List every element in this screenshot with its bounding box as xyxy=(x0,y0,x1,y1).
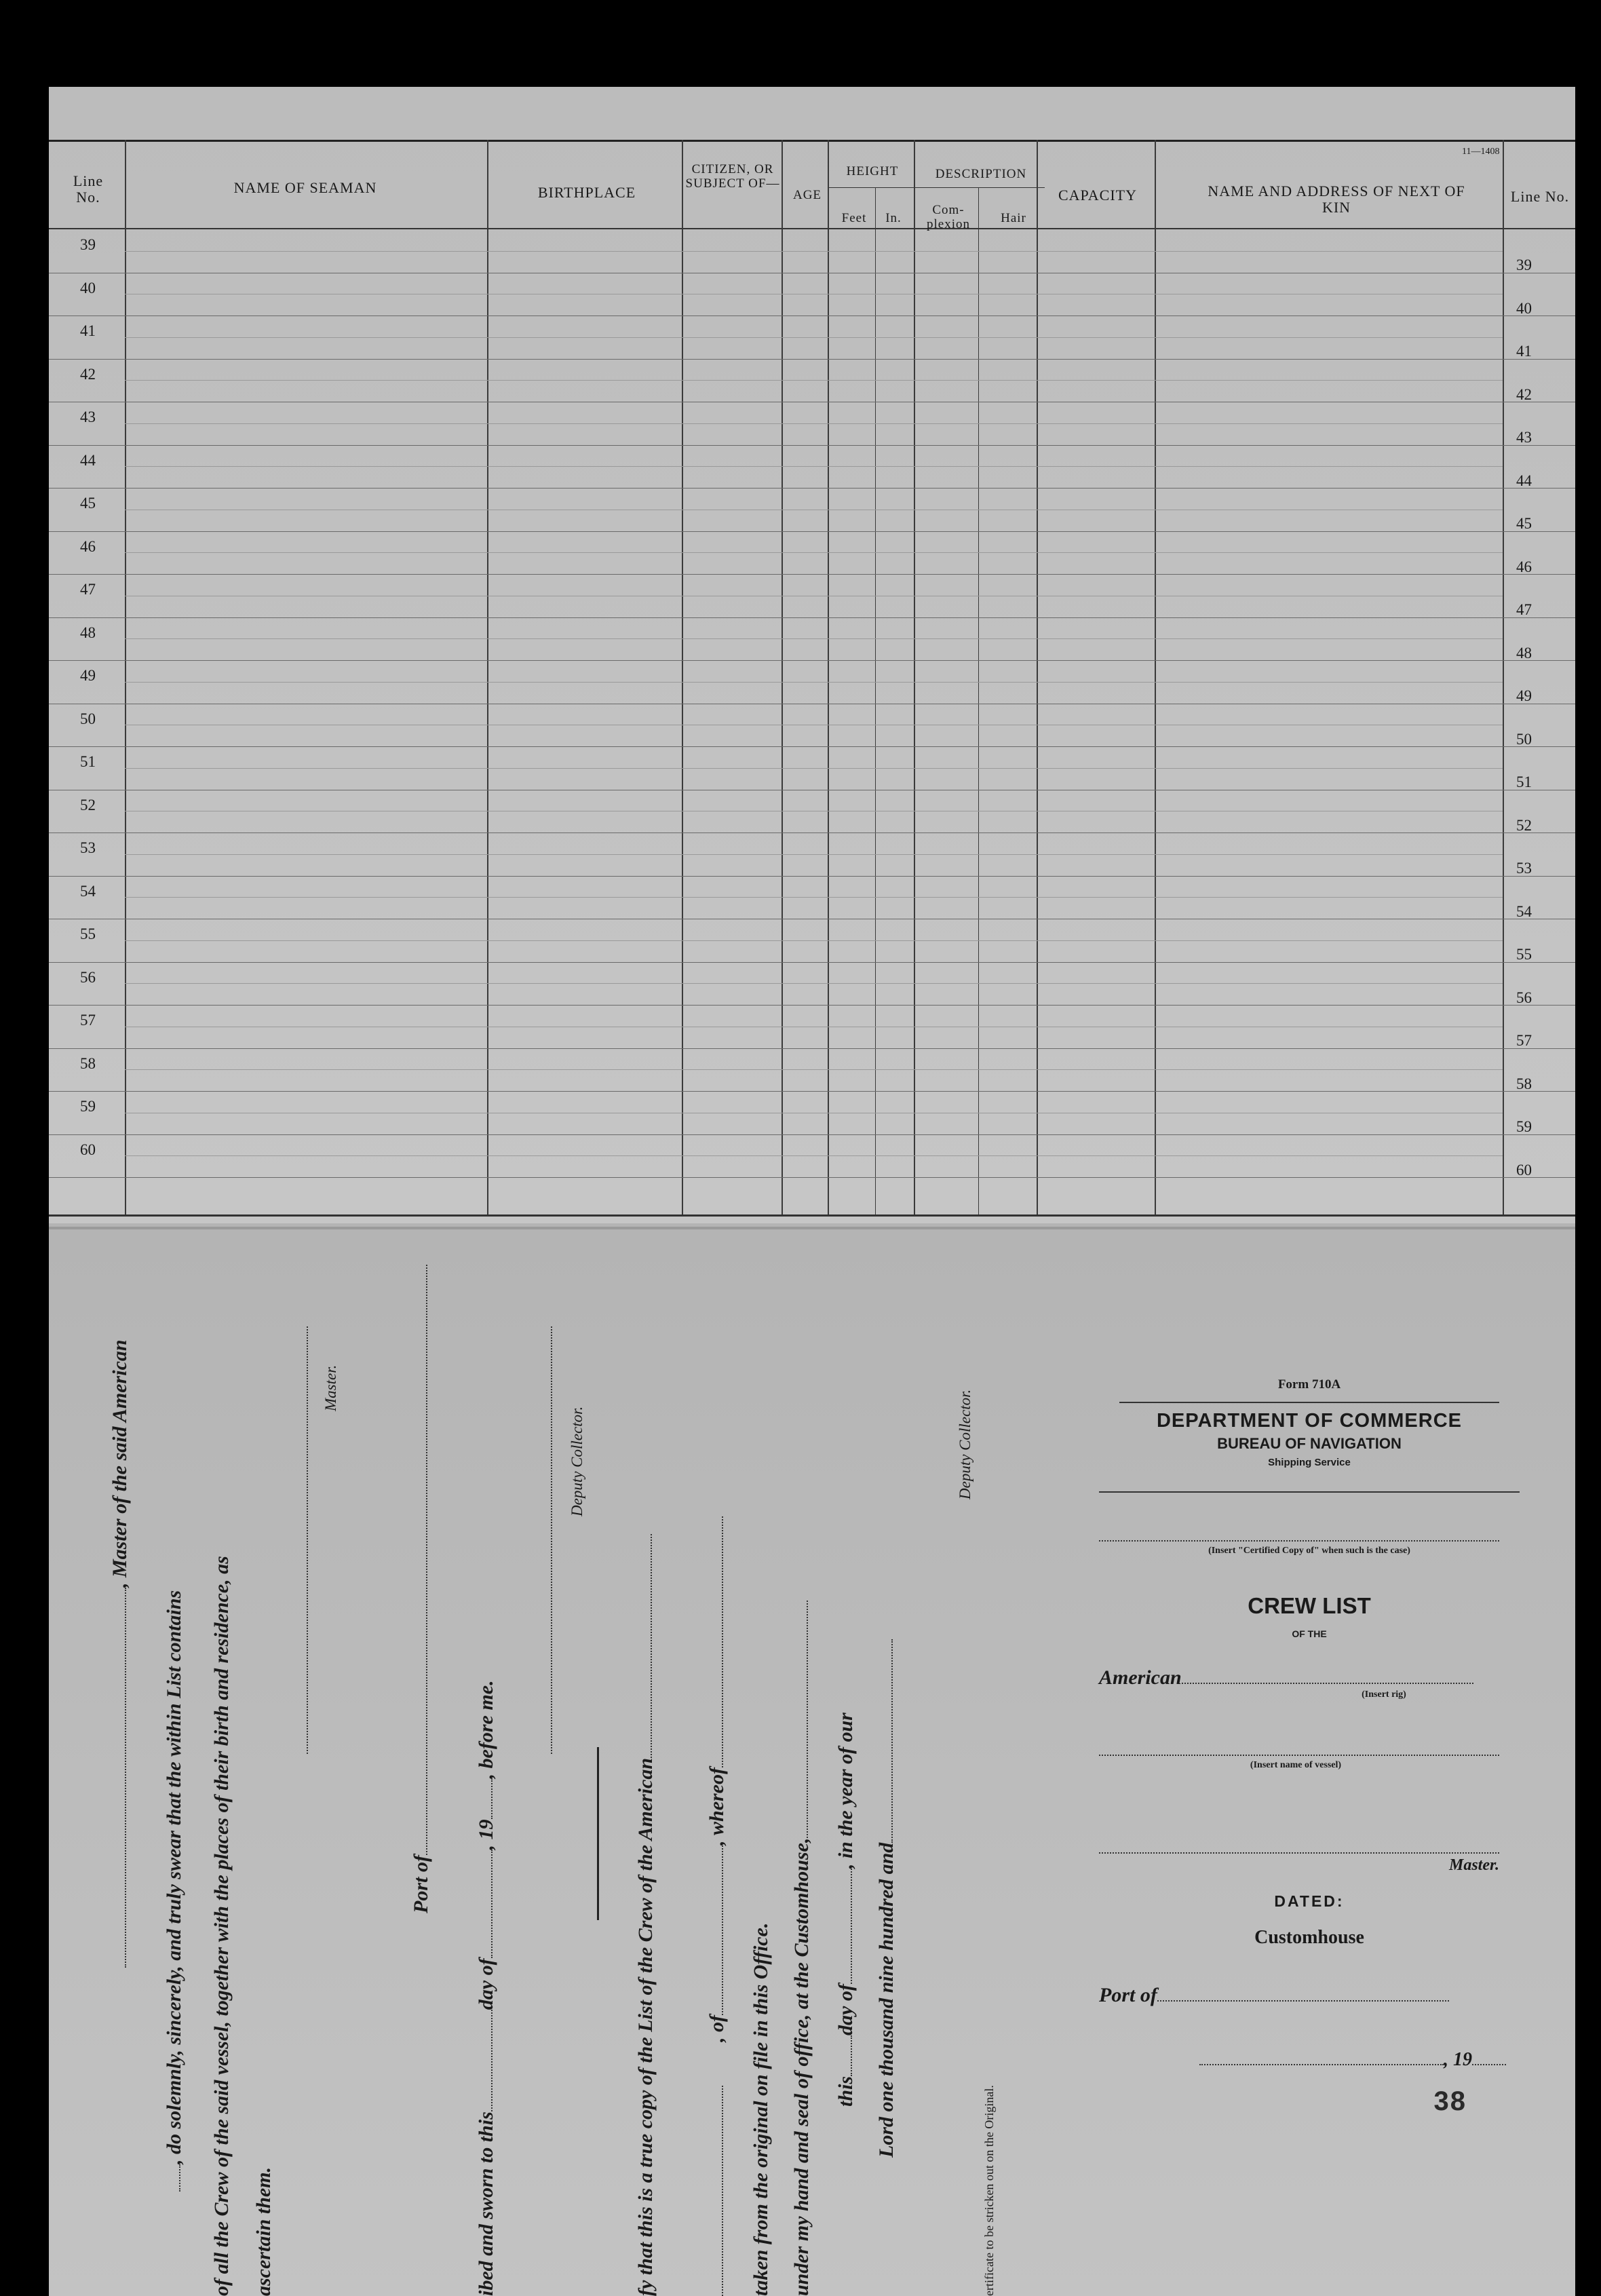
header-line-no-right: Line No. xyxy=(1510,188,1570,205)
col-divider-birthplace xyxy=(682,140,683,1214)
header-name-of-seaman: NAME OF SEAMAN xyxy=(233,179,377,196)
header-age: AGE xyxy=(792,188,822,202)
header-complexion: Com- plexion xyxy=(927,203,970,231)
table-row-subrule xyxy=(125,466,1503,467)
table-row-subrule xyxy=(125,423,1503,424)
cover-customhouse: Customhouse xyxy=(1254,1927,1364,1948)
separator-rule xyxy=(597,1747,599,1920)
oath-subscribed-text: ibed and sworn to this xyxy=(475,2111,497,2296)
cover-year: , 19 xyxy=(1444,2049,1472,2070)
table-row-subrule xyxy=(125,380,1503,381)
table-row xyxy=(49,359,1575,360)
line-number-right: 52 xyxy=(1516,816,1532,834)
line-number-right: 49 xyxy=(1516,687,1532,704)
table-row xyxy=(49,876,1575,877)
cover-panel xyxy=(1099,1377,1520,2116)
header-description: DESCRIPTION xyxy=(935,167,1027,181)
cover-master-line xyxy=(1099,1852,1499,1854)
cover-dated: DATED: xyxy=(1274,1892,1345,1910)
col-divider-age xyxy=(828,140,829,1214)
line-number-left: 60 xyxy=(80,1141,96,1158)
table-row xyxy=(49,1177,1575,1178)
line-number-left: 56 xyxy=(80,968,96,986)
master-signature-line xyxy=(307,1326,309,1754)
cert-line-6 xyxy=(875,1639,898,2158)
oath-year: , 19 xyxy=(475,1819,497,1850)
table-bottom-rule xyxy=(49,1214,1575,1217)
cover-port-line xyxy=(1157,2000,1449,2002)
header-inches: In. xyxy=(885,211,902,225)
table-row-subrule xyxy=(125,251,1503,252)
oath-line-2 xyxy=(163,1590,186,2192)
col-divider-next-of-kin xyxy=(1503,140,1504,1214)
cover-insert-certified: (Insert "Certified Copy of" when such is the case) xyxy=(1208,1546,1410,1556)
header-height: HEIGHT xyxy=(846,164,899,178)
cert-this: this xyxy=(834,2075,857,2107)
line-number-right: 60 xyxy=(1516,1161,1532,1179)
line-number-left: 43 xyxy=(80,408,96,425)
line-number-right: 56 xyxy=(1516,989,1532,1006)
table-row xyxy=(49,660,1575,661)
line-number-right: 58 xyxy=(1516,1075,1532,1092)
line-number-left: 46 xyxy=(80,537,96,555)
cert-of: , of xyxy=(706,2015,728,2042)
table-row xyxy=(49,1048,1575,1049)
line-number-left: 42 xyxy=(80,365,96,383)
height-description-subrule xyxy=(828,187,1045,188)
table-row xyxy=(49,746,1575,747)
oath-deputy-collector-1: Deputy Collector. xyxy=(568,1406,585,1516)
line-number-left: 47 xyxy=(80,581,96,598)
cover-mid-rule xyxy=(1099,1491,1520,1493)
table-row xyxy=(49,962,1575,963)
cover-of-the: OF THE xyxy=(1292,1628,1327,1639)
form-code: 11—1408 xyxy=(1462,147,1500,157)
col-divider-citizen xyxy=(782,140,783,1214)
col-divider-height xyxy=(914,140,915,1214)
line-number-left: 39 xyxy=(80,236,96,253)
line-number-left: 58 xyxy=(80,1054,96,1072)
oath-port-of-text: Port of xyxy=(410,1855,432,1913)
cert-day-of: day of xyxy=(834,1984,857,2035)
line-number-left: 44 xyxy=(80,451,96,469)
table-row xyxy=(49,574,1575,575)
line-number-right: 57 xyxy=(1516,1032,1532,1049)
line-number-left: 40 xyxy=(80,279,96,296)
line-number-left: 55 xyxy=(80,925,96,942)
oath-subscribed xyxy=(475,1680,498,2296)
line-number-left: 49 xyxy=(80,667,96,684)
header-feet: Feet xyxy=(841,211,867,225)
header-birthplace: BIRTHPLACE xyxy=(537,184,636,201)
table-row xyxy=(49,617,1575,618)
cert-line-1-text: fy that this is a true copy of the List of the Crew of the American xyxy=(634,1757,657,2296)
line-number-right: 47 xyxy=(1516,601,1532,618)
line-number-left: 41 xyxy=(80,322,96,339)
line-number-left: 54 xyxy=(80,882,96,900)
line-number-left: 52 xyxy=(80,796,96,814)
line-number-right: 43 xyxy=(1516,429,1532,446)
table-row xyxy=(49,1134,1575,1135)
cover-form-number: Form 710A xyxy=(1277,1377,1341,1392)
cover-title: CREW LIST xyxy=(1248,1593,1371,1618)
line-number-right: 39 xyxy=(1516,256,1532,273)
cert-line-3 xyxy=(750,1923,773,2296)
table-row-subrule xyxy=(125,983,1503,984)
table-row xyxy=(49,1005,1575,1006)
cert-line-4-text: under my hand and seal of office, at the Customhouse, xyxy=(790,1837,813,2296)
oath-line-1 xyxy=(109,1339,132,1968)
oath-port-of xyxy=(410,1265,433,1913)
table-row xyxy=(49,315,1575,316)
line-number-left: 51 xyxy=(80,753,96,770)
table-row-subrule xyxy=(125,897,1503,898)
line-number-right: 40 xyxy=(1516,299,1532,317)
header-citizen: CITIZEN, OR SUBJECT OF— xyxy=(685,162,780,191)
header-bottom-rule xyxy=(49,228,1575,229)
oath-master-label: Master. xyxy=(322,1364,339,1411)
oath-before-me: , before me. xyxy=(475,1680,497,1779)
table-row-subrule xyxy=(125,638,1503,639)
table-row-subrule xyxy=(125,1155,1503,1156)
cover-american: American xyxy=(1099,1666,1182,1689)
oath-day-of: day of xyxy=(475,1958,497,2010)
cert-line-3-text: taken from the original on file in this Office. xyxy=(750,1922,772,2296)
cert-line-1 xyxy=(634,1534,657,2296)
header-top-rule xyxy=(49,140,1575,142)
table-row xyxy=(49,531,1575,532)
header-next-of-kin: NAME AND ADDRESS OF NEXT OF KIN xyxy=(1208,183,1465,216)
crew-table-sheet xyxy=(49,87,1575,1223)
feet-inches-divider xyxy=(875,187,876,1214)
line-number-left: 48 xyxy=(80,624,96,641)
table-row-subrule xyxy=(125,768,1503,769)
oath-line-1-text: , Master of the said American xyxy=(109,1339,131,1588)
header-line-no: Line No. xyxy=(73,172,104,206)
line-number-right: 42 xyxy=(1516,385,1532,403)
table-row-subrule xyxy=(125,940,1503,941)
table-row-subrule xyxy=(125,337,1503,338)
cover-service: Shipping Service xyxy=(1268,1457,1351,1468)
cert-line-5 xyxy=(834,1713,857,2107)
line-number-right: 59 xyxy=(1516,1118,1532,1135)
line-number-right: 53 xyxy=(1516,860,1532,877)
oath-line-3-text: of all the Crew of the said vessel, together with the places of their birth and residence, as xyxy=(210,1556,233,2296)
cover-port-of: Port of xyxy=(1099,1984,1157,2006)
table-row-subrule xyxy=(125,1069,1503,1070)
line-number-right: 51 xyxy=(1516,773,1532,790)
cover-rig-line xyxy=(1182,1683,1473,1684)
cert-footnote: ertificate to be stricken out on the Original. xyxy=(982,2085,996,2296)
cert-line-2 xyxy=(706,1516,729,2042)
oath-line-2-text: , do solemnly, sincerely, and truly swear that the within List contains xyxy=(163,1590,185,2164)
table-row-subrule xyxy=(125,854,1503,855)
cover-top-rule xyxy=(1119,1402,1499,1403)
table-row xyxy=(49,1091,1575,1092)
cover-insert-rig: (Insert rig) xyxy=(1362,1689,1406,1700)
line-number-right: 54 xyxy=(1516,902,1532,920)
line-number-left: 53 xyxy=(80,839,96,856)
fold-line xyxy=(49,1227,1575,1229)
col-divider-name xyxy=(487,140,488,1214)
cover-department: DEPARTMENT OF COMMERCE xyxy=(1156,1410,1462,1432)
table-row-subrule xyxy=(125,682,1503,683)
line-number-right: 55 xyxy=(1516,946,1532,963)
table-row xyxy=(49,445,1575,446)
line-number-left: 50 xyxy=(80,710,96,727)
col-divider-line-no xyxy=(125,140,126,1214)
table-row-subrule xyxy=(125,552,1503,553)
line-number-right: 46 xyxy=(1516,558,1532,575)
cover-vessel-line xyxy=(1099,1755,1499,1756)
line-number-right: 41 xyxy=(1516,343,1532,360)
col-divider-description xyxy=(1037,140,1038,1214)
cover-bureau: BUREAU OF NAVIGATION xyxy=(1217,1435,1402,1452)
line-number-right: 44 xyxy=(1516,472,1532,489)
cover-master: Master. xyxy=(1448,1856,1499,1874)
col-divider-capacity xyxy=(1155,140,1156,1214)
cover-insert-vessel: (Insert name of vessel) xyxy=(1250,1760,1342,1770)
oath-line-4-text: ascertain them. xyxy=(252,2166,275,2296)
oath-line-4 xyxy=(252,2167,275,2296)
cover-certified-line xyxy=(1099,1540,1499,1542)
cover-year-line xyxy=(1472,2064,1506,2065)
line-number-right: 45 xyxy=(1516,515,1532,532)
cert-prefix xyxy=(706,2086,729,2296)
line-number-right: 50 xyxy=(1516,730,1532,748)
line-number-left: 57 xyxy=(80,1012,96,1029)
cover-date-line xyxy=(1199,2064,1444,2065)
complexion-hair-divider xyxy=(978,187,979,1214)
line-number-right: 48 xyxy=(1516,644,1532,662)
header-hair: Hair xyxy=(1001,211,1026,225)
line-number-left: 59 xyxy=(80,1098,96,1115)
oath-line-3 xyxy=(210,1556,233,2296)
cert-line-4 xyxy=(790,1601,813,2296)
cert-in-year: , in the year of our xyxy=(834,1713,857,1869)
table-row xyxy=(49,488,1575,489)
oath-deputy-collector-2: Deputy Collector. xyxy=(957,1389,973,1499)
collector-signature-line-1 xyxy=(551,1326,554,1754)
cert-whereof: , whereof xyxy=(706,1767,728,1845)
cover-stamp-number: 38 xyxy=(1433,2086,1467,2116)
line-number-left: 45 xyxy=(80,495,96,512)
header-capacity: CAPACITY xyxy=(1058,187,1137,204)
cert-line-6-text: Lord one thousand nine hundred and xyxy=(875,1842,898,2158)
